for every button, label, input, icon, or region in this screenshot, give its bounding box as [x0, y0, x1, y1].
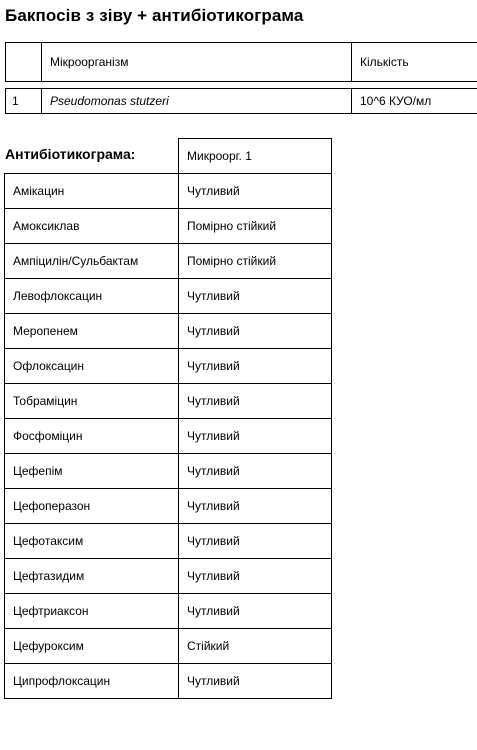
antibiogram-table — [4, 138, 332, 699]
antibiotic-name: Ампіцилін/Сульбактам — [5, 244, 179, 279]
susceptibility-result: Чутливий — [179, 384, 332, 419]
table-row — [5, 244, 332, 279]
organisms-header-quantity: Кількість — [352, 43, 477, 82]
table-row — [5, 489, 332, 524]
susceptibility-result: Помірно стійкий — [179, 244, 332, 279]
antibiotic-name: Цефепім — [5, 454, 179, 489]
organism-number: 1 — [6, 89, 42, 114]
organisms-header-row — [6, 43, 477, 82]
organism-quantity: 10^6 КУО/мл — [352, 89, 477, 114]
table-row — [5, 524, 332, 559]
table-row — [5, 629, 332, 664]
table-row — [5, 384, 332, 419]
antibiotic-name: Меропенем — [5, 314, 179, 349]
susceptibility-result: Чутливий — [179, 279, 332, 314]
antibiotic-name: Тобраміцин — [5, 384, 179, 419]
table-row — [5, 594, 332, 629]
antibiogram-header-row — [5, 139, 332, 174]
table-row — [6, 89, 477, 114]
table-row — [5, 174, 332, 209]
susceptibility-result: Чутливий — [179, 594, 332, 629]
table-row — [5, 209, 332, 244]
antibiotic-name: Амікацин — [5, 174, 179, 209]
table-row — [5, 664, 332, 699]
table-row — [5, 349, 332, 384]
page-title: Бакпосів з зіву + антибіотикограма — [5, 6, 304, 25]
susceptibility-result: Чутливий — [179, 559, 332, 594]
susceptibility-result: Чутливий — [179, 524, 332, 559]
antibiogram-header-spacer — [5, 139, 179, 174]
table-row — [5, 454, 332, 489]
antibiotic-name: Цефтазидим — [5, 559, 179, 594]
susceptibility-result: Помірно стійкий — [179, 209, 332, 244]
antibiotic-name: Амоксиклав — [5, 209, 179, 244]
organisms-spacer-row — [6, 82, 477, 89]
table-row — [5, 559, 332, 594]
susceptibility-result: Чутливий — [179, 349, 332, 384]
susceptibility-result: Чутливий — [179, 454, 332, 489]
antibiotic-name: Офлоксацин — [5, 349, 179, 384]
susceptibility-result: Чутливий — [179, 314, 332, 349]
organisms-table — [5, 42, 477, 114]
antibiotic-name: Цефотаксим — [5, 524, 179, 559]
table-row — [5, 314, 332, 349]
antibiotic-name: Цефоперазон — [5, 489, 179, 524]
susceptibility-result: Чутливий — [179, 664, 332, 699]
antibiotic-name: Ципрофлоксацин — [5, 664, 179, 699]
susceptibility-result: Чутливий — [179, 489, 332, 524]
susceptibility-result: Чутливий — [179, 419, 332, 454]
susceptibility-result: Чутливий — [179, 174, 332, 209]
organisms-header-name: Мікроорганізм — [42, 43, 352, 82]
table-row — [5, 419, 332, 454]
table-row — [5, 279, 332, 314]
antibiotic-name: Левофлоксацин — [5, 279, 179, 314]
antibiotic-name: Цефуроксим — [5, 629, 179, 664]
antibiotic-name: Цефтриаксон — [5, 594, 179, 629]
antibiogram-column-header: Микроорг. 1 — [179, 139, 332, 174]
organism-name: Pseudomonas stutzeri — [42, 89, 352, 114]
antibiotic-name: Фосфоміцин — [5, 419, 179, 454]
antibiogram-label: Антибіотикограма: — [5, 146, 136, 162]
susceptibility-result: Стійкий — [179, 629, 332, 664]
organisms-header-num — [6, 43, 42, 82]
